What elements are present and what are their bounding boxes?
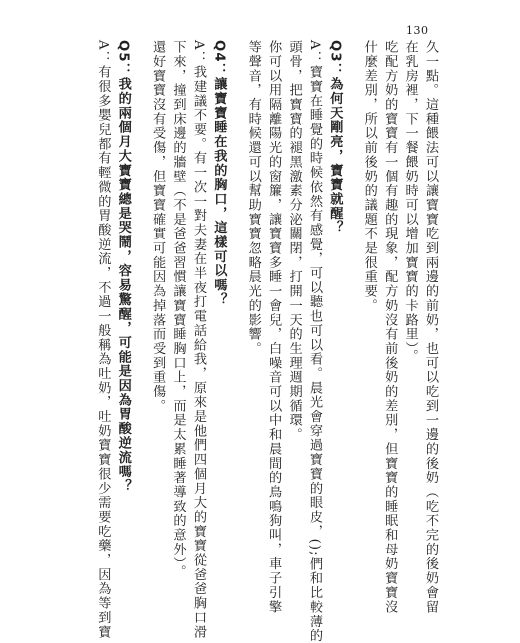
paragraph-line: 還好寶寶沒有受傷，但寶寶確實可能因為掉落而受到重傷。: [150, 40, 166, 414]
vertical-text-block: [84, 40, 440, 643]
paragraph-line: 你可以用隔離陽光的窗簾，讓寶寶多睡一會兒，白噪音可以中和晨間的鳥鳴狗叫，車子引擎: [266, 40, 282, 614]
paragraph-line: 吃配方奶的寶寶有一個有趣的現象，配方奶沒有前後奶的差別，但寶寶的睡眠和母奶寶寶沒: [382, 40, 398, 614]
paragraph-line: A：我建議不要。有一次一對夫妻在半夜打電話給我，原來是他們四個月大的寶寶從爸爸胸口滑: [190, 40, 206, 640]
paragraph-line: 頭骨，把寶寶的褪黑激素分泌關閉，打開一天的生理週期循環。: [286, 40, 302, 442]
paragraph-line: A：有很多嬰兒都有輕微的胃酸逆流，不過一般稱為吐奶，吐奶寶寶很少需要吃藥，因為等到寶: [95, 40, 111, 640]
paragraph-line: A：寶寶在睡覺的時候依然有感覺，可以聽也可以看。晨光會穿過寶寶的眼皮，();們和比較薄的: [306, 40, 322, 643]
question-heading: Q5：我的兩個月大寶寶總是哭鬧，容易驚醒，可能是因為胃酸逆流嗎？: [115, 40, 131, 494]
paragraph-line: 等聲音，有時候還可以幫助寶寶忽略晨光的影響。: [245, 40, 261, 356]
question-heading: Q3：為何天剛亮，寶寶就醒？: [327, 40, 343, 235]
paragraph-line: 在乳房裡，下一餐餵奶時可以增加寶寶的卡路里）。: [402, 40, 418, 364]
page-number: 130: [406, 24, 429, 37]
paragraph-line: 下來，撞到床邊的牆壁（不是爸爸習慣讓寶寶睡胸口上，而是太累睡著導致的意外）。: [170, 40, 186, 579]
paragraph-line: 什麼差別，所以前後奶的議題不是很重要。: [361, 40, 377, 313]
paragraph-line: 久一點。這種餵法可以讓寶寶吃到兩邊的前奶，也可以吃到一邊的後奶（吃不完的後奶會留: [423, 40, 438, 614]
question-heading: Q4：讓寶寶睡在我的胸口，這樣可以嗎？: [211, 40, 227, 307]
